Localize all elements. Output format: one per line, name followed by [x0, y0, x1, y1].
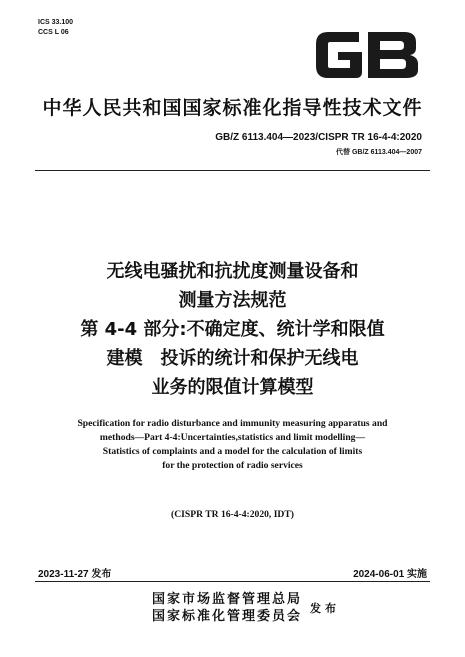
english-title-line: Statistics of complaints and a model for the calculation of limits: [102, 446, 363, 457]
implementation-date: 2024-06-01 实施: [353, 569, 427, 580]
chinese-title-line: 建模 投诉的统计和保护无线电: [106, 348, 359, 369]
english-title-line: methods—Part 4-4:Uncertainties,statistics and limit modelling—: [99, 432, 366, 443]
issuing-authorities: [152, 591, 302, 625]
chinese-title-line: 业务的限值计算模型: [151, 377, 314, 398]
publish-label: 发布: [310, 602, 340, 615]
chinese-title-line: 无线电骚扰和抗扰度测量设备和: [106, 261, 359, 282]
standard-code: GB/Z 6113.404—2023/CISPR TR 16-4-4:2020: [215, 132, 422, 143]
ccs-code: CCS L 06: [38, 29, 69, 36]
issuer-samr: 国家市场监督管理总局: [152, 592, 303, 607]
equivalence-note: (CISPR TR 16-4-4:2020, IDT): [171, 509, 294, 520]
replaces-note: 代替 GB/Z 6113.404—2007: [336, 149, 422, 156]
ics-code: ICS 33.100: [38, 19, 74, 26]
top-divider: [35, 170, 430, 171]
chinese-title-line: 测量方法规范: [178, 290, 287, 311]
english-title-line: for the protection of radio services: [162, 460, 303, 471]
chinese-title: [0, 257, 465, 402]
gb-logo: [312, 26, 422, 84]
classification-codes: [38, 18, 73, 38]
issue-date: 2023-11-27 发布: [38, 569, 112, 580]
bottom-divider: [35, 581, 430, 582]
issuer-sac: 国家标准化管理委员会: [152, 609, 303, 624]
chinese-title-line: 第 4-4 部分:不确定度、统计学和限值: [80, 319, 385, 340]
document-category-title: 中华人民共和国国家标准化指导性技术文件: [42, 97, 423, 119]
english-title: [20, 417, 445, 473]
english-title-line: Specification for radio disturbance and immunity measuring apparatus and: [77, 418, 388, 429]
